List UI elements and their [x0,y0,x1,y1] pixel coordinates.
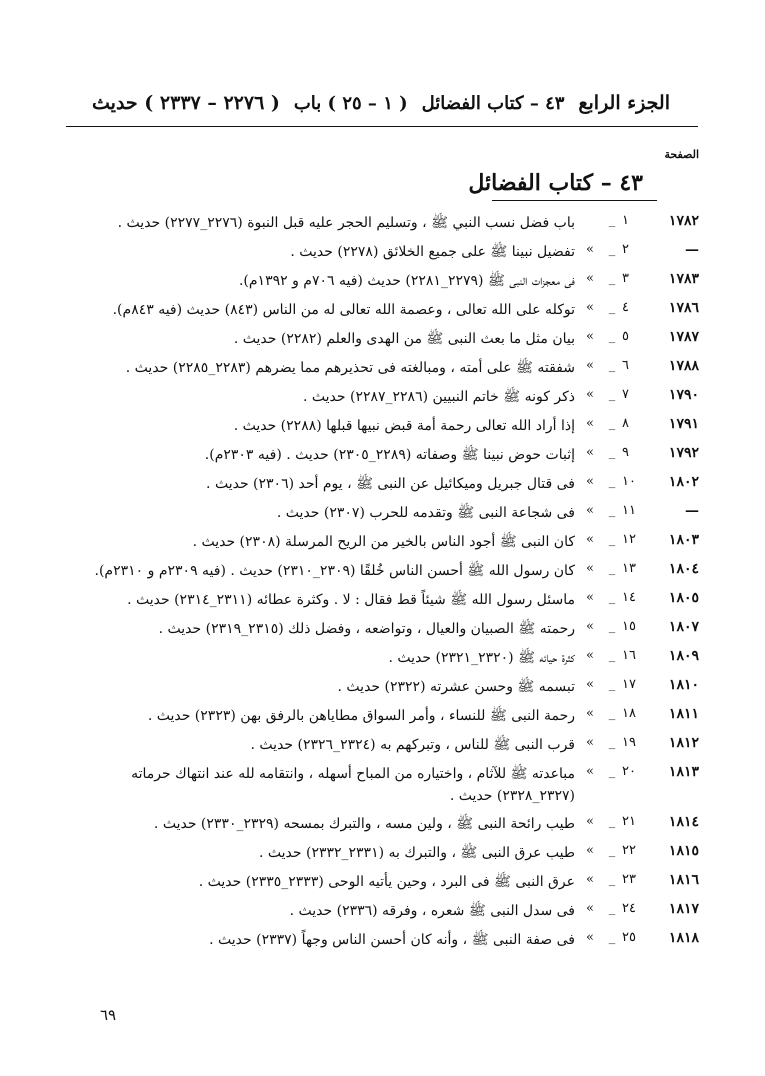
entry-dash: _ [608,872,616,887]
entry-page-number: — [685,242,699,258]
contents-entry [0,439,765,468]
entry-chapter-number: ٢ [622,242,629,257]
entry-title: إثبات حوض نبينا ﷺ وصفاته (٢٢٨٩_٢٣٠٥) حديث . (فيه ٢٣٠٣م). [204,447,575,463]
entry-dash: _ [608,474,616,489]
contents-entry [0,866,765,895]
contents-entry [0,700,765,729]
entry-page-number: ١٨١٠ [668,677,699,693]
entry-page-number: ١٨٠٧ [668,619,699,635]
contents-entry [0,236,765,265]
entry-dash: _ [608,242,616,257]
entry-dash: _ [608,619,616,634]
entry-chapter-number: ١ [622,213,629,228]
contents-entry [0,671,765,700]
entry-title: رحمة النبى ﷺ للنساء ، وأمر السواق مطاياهن بالرفق بهن (٢٣٢٣) حديث . [147,708,575,724]
entry-dash: _ [608,735,616,750]
entry-page-number: ١٨٠٩ [668,648,699,664]
entry-page-number: ١٨١١ [668,706,699,722]
entry-page-number: ١٨٠٣ [668,532,699,548]
contents-entry [0,526,765,555]
entry-title: قرب النبى ﷺ للناس ، وتبركهم به (٢٣٢٤_٢٣٢٦) حديث . [250,737,575,753]
entry-dash: _ [608,561,616,576]
contents-entry [0,729,765,758]
entry-title: تبسمه ﷺ وحسن عشرته (٢٣٢٢) حديث . [337,679,575,695]
entry-chapter-number: ٨ [622,416,629,431]
contents-entry [0,808,765,837]
entry-ditto-mark: » [586,843,594,858]
contents-entry [0,642,765,671]
entry-chapter-number: ٢٠ [622,764,636,779]
entry-chapter-number: ٦ [622,358,629,373]
entry-title: فى شجاعة النبى ﷺ وتقدمه للحرب (٢٣٠٧) حديث . [276,505,575,521]
entry-chapter-number: ٢٤ [622,901,636,916]
entry-dash: _ [608,590,616,605]
contents-entry [0,613,765,642]
entry-title: طيب عرق النبى ﷺ ، والتبرك به (٢٣٣١_٢٣٣٢) حديث . [258,845,575,861]
entry-title: فى معجزات النبى ﷺ (٢٢٧٩_٢٢٨١) حديث (فيه ٧٠٦م و ١٣٩٢م). [238,273,575,289]
entry-page-number: ١٨١٣ [668,764,699,780]
entry-ditto-mark: » [586,648,594,663]
entry-title: تفضيل نبينا ﷺ على جميع الخلائق (٢٢٧٨) حديث . [290,244,575,260]
entry-dash: _ [608,930,616,945]
entry-page-number: ١٨١٦ [668,872,699,888]
entry-chapter-number: ١١ [622,503,636,518]
entry-dash: _ [608,445,616,460]
page-column-label: الصفحة [664,148,699,161]
entry-dash: _ [608,387,616,402]
entry-chapter-number: ٩ [622,445,629,460]
entry-chapter-number: ١٦ [622,648,636,663]
entry-chapter-number: ١٧ [622,677,636,692]
header-chapters: ( ١ – ٢٥ ) باب [293,92,408,114]
header-rule [66,126,698,127]
entry-dash: _ [608,358,616,373]
entry-dash: _ [608,648,616,663]
entry-page-number: ١٨١٥ [668,843,699,859]
entry-dash: _ [608,271,616,286]
entry-title: طيب رائحة النبى ﷺ ، ولين مسه ، والتبرك بمسحه (٢٣٢٩_٢٣٣٠) حديث . [153,816,575,832]
entry-title: إذا أراد الله تعالى رحمة أمة قبض نبيها قبلها (٢٢٨٨) حديث . [233,418,575,434]
contents-entry [0,294,765,323]
contents-entry [0,924,765,953]
entry-ditto-mark: » [586,590,594,605]
entry-title: كان رسول الله ﷺ أحسن الناس خُلقًا (٢٣٠٩_٢٣١٠) حديث . (فيه ٢٣٠٩م و ٢٣١٠م). [94,563,575,579]
contents-entry [0,555,765,584]
entry-chapter-number: ٢٥ [622,930,636,945]
entry-chapter-number: ١٥ [622,619,636,634]
entry-ditto-mark: » [586,764,594,779]
contents-entry [0,497,765,526]
entry-ditto-mark: » [586,677,594,692]
entry-title: ذكر كونه ﷺ خاتم النبيين (٢٢٨٦_٢٢٨٧) حديث . [302,389,575,405]
entry-ditto-mark: » [586,271,594,286]
entry-page-number: ١٧٩٢ [668,445,699,461]
contents-entry [0,895,765,924]
entry-title: كثرة حيائه ﷺ (٢٣٢٠_٢٣٢١) حديث . [388,650,575,666]
entry-page-number: ١٧٩٠ [668,387,699,403]
header-hadiths: ( ٢٢٧٦ – ٢٣٣٧ ) حديث [92,92,280,114]
entry-title: فى قتال جبريل وميكائيل عن النبى ﷺ ، يوم أحد (٢٣٠٦) حديث . [206,476,575,492]
contents-list [0,207,765,953]
entry-page-number: ١٨١٤ [668,814,699,830]
entry-dash: _ [608,706,616,721]
entry-ditto-mark: » [586,358,594,373]
entry-page-number: ١٧٨٦ [668,300,699,316]
entry-dash: _ [608,677,616,692]
entry-page-number: ١٨٠٤ [668,561,699,577]
header-book: ٤٣ – كتاب الفضائل [421,92,565,114]
title-rule [492,200,657,201]
entry-dash: _ [608,213,616,228]
entry-dash: _ [608,843,616,858]
entry-ditto-mark: » [586,242,594,257]
entry-chapter-number: ٢٣ [622,872,636,887]
entry-ditto-mark: » [586,387,594,402]
entry-chapter-number: ٢١ [622,814,636,829]
entry-title: بيان مثل ما بعث النبى ﷺ من الهدى والعلم (٢٢٨٢) حديث . [233,331,575,347]
entry-chapter-number: ٢٢ [622,843,636,858]
contents-entry [0,837,765,866]
entry-title: مباعدته ﷺ للآثام ، واختياره من المباح أسهله ، وانتقامه لله عند انتهاك حرماته (٢٣٢٧_٢٣٢٨) حديث . [131,766,575,804]
entry-page-number: — [685,503,699,519]
entry-ditto-mark: » [586,930,594,945]
entry-page-number: ١٨٠٢ [668,474,699,490]
entry-ditto-mark: » [586,619,594,634]
header-part: الجزء الرابع [578,92,670,114]
entry-ditto-mark: » [586,735,594,750]
entry-chapter-number: ١٨ [622,706,636,721]
entry-ditto-mark: » [586,901,594,916]
contents-entry [0,265,765,294]
contents-entry [0,584,765,613]
entry-page-number: ١٨٠٥ [668,590,699,606]
entry-dash: _ [608,814,616,829]
entry-page-number: ١٨١٢ [668,735,699,751]
entry-chapter-number: ١٩ [622,735,636,750]
entry-title: باب فضل نسب النبي ﷺ ، وتسليم الحجر عليه قبل النبوة (٢٢٧٦_٢٢٧٧) حديث . [117,215,575,231]
contents-entry [0,468,765,497]
entry-dash: _ [608,416,616,431]
entry-chapter-number: ١٢ [622,532,636,547]
entry-page-number: ١٧٨٢ [668,213,699,229]
entry-title: ماسئل رسول الله ﷺ شيئاً قط فقال : لا . وكثرة عطائه (٢٣١١_٢٣١٤) حديث . [127,592,575,608]
entry-title: كان النبى ﷺ أجود الناس بالخير من الريح المرسلة (٢٣٠٨) حديث . [192,534,575,550]
entry-dash: _ [608,532,616,547]
entry-chapter-number: ١٤ [622,590,636,605]
entry-chapter-number: ٤ [622,300,629,315]
entry-page-number: ١٧٩١ [668,416,699,432]
entry-title: شفقته ﷺ على أمته ، ومبالغته فى تحذيرهم مما يضرهم (٢٢٨٣_٢٢٨٥) حديث . [125,360,575,376]
entry-ditto-mark: » [586,503,594,518]
entry-title: عرق النبى ﷺ فى البرد ، وحين يأتيه الوحى (٢٣٣٣_٢٣٣٥) حديث . [198,874,575,890]
entry-dash: _ [608,300,616,315]
entry-dash: _ [608,329,616,344]
entry-ditto-mark: » [586,416,594,431]
entry-dash: _ [608,901,616,916]
contents-entry [0,381,765,410]
entry-page-number: ١٧٨٧ [668,329,699,345]
entry-chapter-number: ١٣ [622,561,636,576]
entry-title: فى سدل النبى ﷺ شعره ، وفرقه (٢٣٣٦) حديث . [289,903,575,919]
entry-ditto-mark: » [586,474,594,489]
page-number: ٦٩ [100,1006,117,1024]
entry-ditto-mark: » [586,814,594,829]
entry-chapter-number: ١٠ [622,474,636,489]
entry-ditto-mark: » [586,532,594,547]
entry-title: توكله على الله تعالى ، وعصمة الله تعالى له من الناس (٨٤٣) حديث (فيه ٨٤٣م). [112,302,575,318]
entry-ditto-mark: » [586,872,594,887]
entry-page-number: ١٨١٧ [668,901,699,917]
entry-chapter-number: ٣ [622,271,629,286]
running-header [92,86,670,120]
contents-entry [0,758,765,808]
contents-entry [0,410,765,439]
contents-entry [0,352,765,381]
contents-entry [0,323,765,352]
entry-ditto-mark: » [586,561,594,576]
entry-ditto-mark: » [586,300,594,315]
entry-dash: _ [608,764,616,779]
entry-title: رحمته ﷺ الصبيان والعيال ، وتواضعه ، وفضل ذلك (٢٣١٥_٢٣١٩) حديث . [158,621,575,637]
entry-ditto-mark: » [586,445,594,460]
entry-chapter-number: ٥ [622,329,629,344]
entry-chapter-number: ٧ [622,387,629,402]
contents-entry [0,207,765,236]
entry-title: فى صفة النبى ﷺ ، وأنه كان أحسن الناس وجهاً (٢٣٣٧) حديث . [209,932,575,948]
entry-page-number: ١٧٨٨ [668,358,699,374]
entry-ditto-mark: » [586,706,594,721]
entry-page-number: ١٧٨٣ [668,271,699,287]
entry-page-number: ١٨١٨ [668,930,699,946]
entry-dash: _ [608,503,616,518]
book-title: ٤٣ – كتاب الفضائل [468,170,643,196]
entry-ditto-mark: » [586,329,594,344]
